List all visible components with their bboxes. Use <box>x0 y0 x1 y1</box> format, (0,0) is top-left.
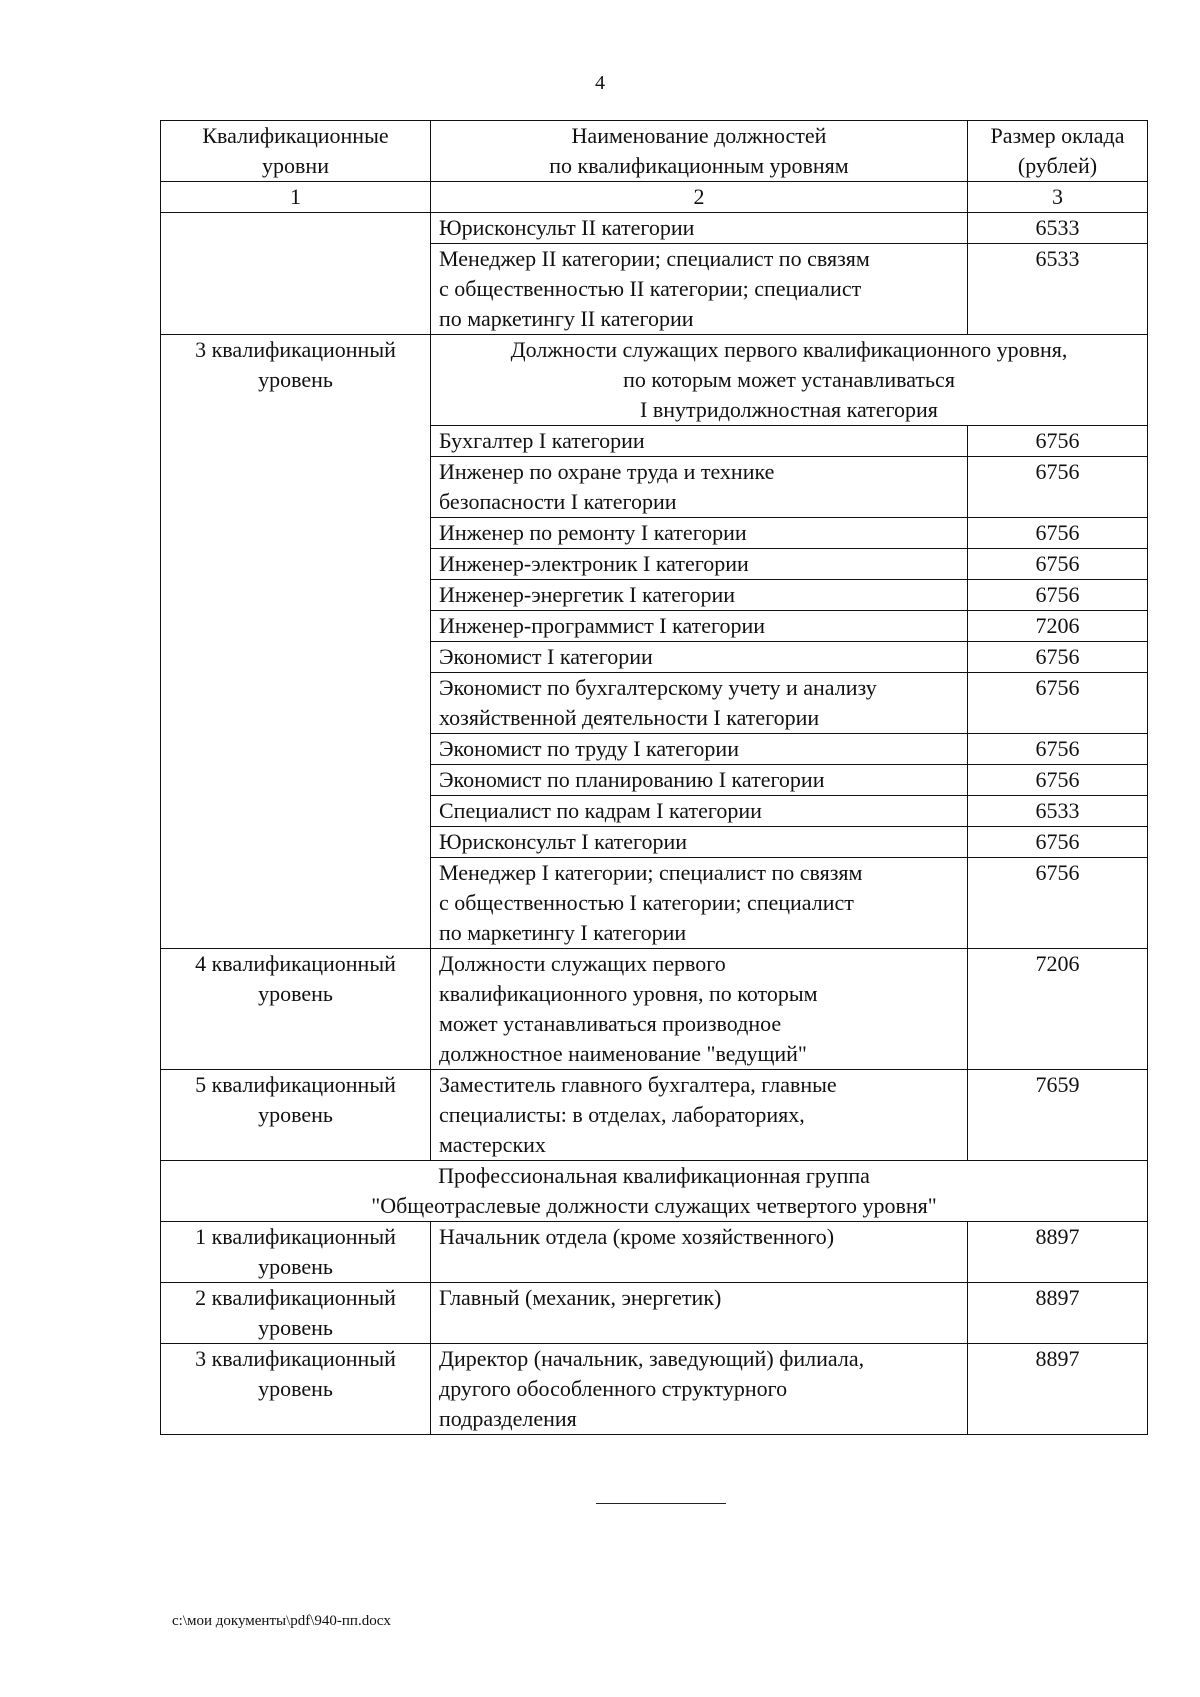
salary-cell: 7206 <box>968 611 1148 642</box>
header-qualification-levels: Квалификационные уровни <box>161 121 431 182</box>
table-row <box>161 1222 1148 1283</box>
position-cell: Инженер-энергетик I категории <box>431 580 968 611</box>
position-cell: Экономист по труду I категории <box>431 734 968 765</box>
column-number: 1 <box>161 182 431 213</box>
table-row <box>161 213 1148 244</box>
salary-cell: 6533 <box>968 244 1148 335</box>
table-row <box>161 335 1148 426</box>
position-cell: Директор (начальник, заведующий) филиала, другого обособленного структурного подразделения <box>431 1344 968 1435</box>
salary-table <box>160 120 1148 1435</box>
position-cell: Юрисконсульт I категории <box>431 827 968 858</box>
table-header-row <box>161 121 1148 182</box>
salary-cell: 7206 <box>968 949 1148 1070</box>
position-cell: Менеджер II категории; специалист по связям с общественностью II категории; специалист по маркетингу II категории <box>431 244 968 335</box>
salary-cell: 6533 <box>968 213 1148 244</box>
table-row <box>161 1283 1148 1344</box>
salary-cell: 6756 <box>968 518 1148 549</box>
salary-cell: 6756 <box>968 426 1148 457</box>
salary-cell: 6756 <box>968 457 1148 518</box>
level-subheader: Должности служащих первого квалификационного уровня, по которым может устанавливаться I внутридолжностная категория <box>431 335 1148 426</box>
group-header-row <box>161 1161 1148 1222</box>
position-cell: Начальник отдела (кроме хозяйственного) <box>431 1222 968 1283</box>
position-cell: Главный (механик, энергетик) <box>431 1283 968 1344</box>
level-label: 4 квалификационный уровень <box>161 949 431 1070</box>
position-cell: Экономист по планированию I категории <box>431 765 968 796</box>
column-number: 3 <box>968 182 1148 213</box>
header-position-names: Наименование должностей по квалификационным уровням <box>431 121 968 182</box>
salary-cell: 6756 <box>968 642 1148 673</box>
table-row <box>161 1070 1148 1161</box>
salary-cell: 6756 <box>968 580 1148 611</box>
position-cell: Специалист по кадрам I категории <box>431 796 968 827</box>
table-row <box>161 949 1148 1070</box>
level-cell-empty <box>161 213 431 335</box>
position-cell: Инженер-электроник I категории <box>431 549 968 580</box>
position-cell: Бухгалтер I категории <box>431 426 968 457</box>
salary-cell: 6756 <box>968 765 1148 796</box>
salary-cell: 6533 <box>968 796 1148 827</box>
salary-cell: 8897 <box>968 1344 1148 1435</box>
position-cell: Менеджер I категории; специалист по связям с общественностью I категории; специалист по маркетингу I категории <box>431 858 968 949</box>
header-salary: Размер оклада (рублей) <box>968 121 1148 182</box>
salary-cell: 8897 <box>968 1222 1148 1283</box>
salary-cell: 7659 <box>968 1070 1148 1161</box>
position-cell: Инженер по охране труда и технике безопасности I категории <box>431 457 968 518</box>
position-cell: Юрисконсульт II категории <box>431 213 968 244</box>
position-cell: Заместитель главного бухгалтера, главные специалисты: в отделах, лабораториях, мастерских <box>431 1070 968 1161</box>
level-label: 3 квалификационный уровень <box>161 335 431 949</box>
salary-cell: 6756 <box>968 858 1148 949</box>
footer-file-path: c:\мои документы\pdf\940-пп.docx <box>172 1613 391 1629</box>
position-cell: Должности служащих первого квалификационного уровня, по которым может устанавливаться производное должностное наименование "ведущий" <box>431 949 968 1070</box>
column-number: 2 <box>431 182 968 213</box>
salary-cell: 6756 <box>968 549 1148 580</box>
level-label: 3 квалификационный уровень <box>161 1344 431 1435</box>
level-label: 2 квалификационный уровень <box>161 1283 431 1344</box>
salary-cell: 8897 <box>968 1283 1148 1344</box>
salary-cell: 6756 <box>968 827 1148 858</box>
column-number-row <box>161 182 1148 213</box>
end-divider <box>596 1503 726 1504</box>
level-label: 1 квалификационный уровень <box>161 1222 431 1283</box>
position-cell: Инженер по ремонту I категории <box>431 518 968 549</box>
position-cell: Экономист по бухгалтерскому учету и анализу хозяйственной деятельности I категории <box>431 673 968 734</box>
group-header: Профессиональная квалификационная группа "Общеотраслевые должности служащих четвертого уровня" <box>161 1161 1148 1222</box>
salary-cell: 6756 <box>968 673 1148 734</box>
position-cell: Экономист I категории <box>431 642 968 673</box>
level-label: 5 квалификационный уровень <box>161 1070 431 1161</box>
position-cell: Инженер-программист I категории <box>431 611 968 642</box>
salary-cell: 6756 <box>968 734 1148 765</box>
table-row <box>161 1344 1148 1435</box>
page-number: 4 <box>595 72 605 94</box>
